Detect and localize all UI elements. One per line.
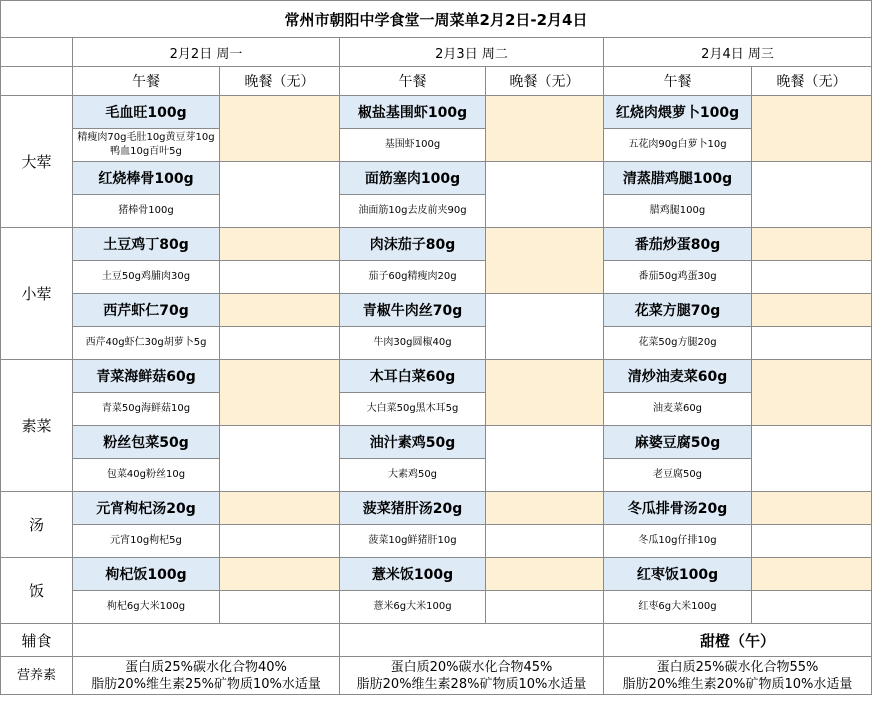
supper-cell [486,525,604,558]
dish-name: 薏米饭100g [340,558,486,591]
nutrition-line: 脂肪20%维生素20%矿物质10%水适量 [622,676,853,692]
supper-cell [752,360,872,426]
supper-cell [220,294,340,327]
dish-name: 木耳白菜60g [340,360,486,393]
supper-cell [752,426,872,492]
day-header-2: 2月3日 周二 [340,38,604,67]
category-label: 小荤 [1,228,73,360]
ingredients: 油面筋10g去皮前夹90g [340,195,486,228]
ingredients: 红枣6g大米100g [604,591,752,624]
day-header-1: 2月2日 周一 [73,38,340,67]
supper-cell [486,96,604,162]
dish-name: 青菜海鲜菇60g [73,360,220,393]
nutrition-line: 蛋白质20%碳水化合物45% [390,659,553,675]
lunch-header: 午餐 [604,67,752,96]
dish-name: 冬瓜排骨汤20g [604,492,752,525]
lunch-header: 午餐 [73,67,220,96]
ingredients: 冬瓜10g仔排10g [604,525,752,558]
nutrition-cell [340,657,604,695]
ingredients: 包菜40g粉丝10g [73,459,220,492]
dish-name: 西芹虾仁70g [73,294,220,327]
supper-cell [486,426,604,492]
supper-cell [486,228,604,294]
snack-cell [73,624,340,657]
supper-cell [220,228,340,261]
dish-name: 枸杞饭100g [73,558,220,591]
dish-name: 面筋塞肉100g [340,162,486,195]
ingredients: 茄子60g精瘦肉20g [340,261,486,294]
dish-name: 番茄炒蛋80g [604,228,752,261]
corner-cell [1,38,73,67]
category-label: 营养素 [1,657,73,695]
lunch-header: 午餐 [340,67,486,96]
supper-cell [220,261,340,294]
supper-cell [220,426,340,492]
ingredients: 西芹40g虾仁30g胡萝卜5g [73,327,220,360]
ingredients: 基围虾100g [340,129,486,162]
ingredients: 精瘦肉70g毛肚10g黄豆芽10g鸭血10g百叶5g [73,129,220,162]
category-label: 汤 [1,492,73,558]
category-label: 饭 [1,558,73,624]
supper-cell [220,327,340,360]
supper-cell [486,294,604,360]
category-label: 大荤 [1,96,73,228]
supper-cell [752,96,872,162]
dish-name: 粉丝包菜50g [73,426,220,459]
supper-cell [752,294,872,327]
ingredients: 猪棒骨100g [73,195,220,228]
ingredients: 大素鸡50g [340,459,486,492]
supper-cell [220,162,340,228]
nutrition-line: 蛋白质25%碳水化合物55% [656,659,819,675]
category-label: 辅食 [1,624,73,657]
ingredients: 番茄50g鸡蛋30g [604,261,752,294]
menu-title: 常州市朝阳中学食堂一周菜单2月2日-2月4日 [1,1,872,38]
supper-header: 晚餐（无） [220,67,340,96]
snack-cell [340,624,604,657]
supper-cell [752,492,872,525]
ingredients: 元宵10g枸杞5g [73,525,220,558]
dish-name: 青椒牛肉丝70g [340,294,486,327]
supper-cell [752,162,872,228]
snack-cell: 甜橙（午） [604,624,872,657]
supper-cell [752,558,872,591]
supper-cell [220,525,340,558]
supper-cell [752,261,872,294]
nutrition-line: 蛋白质25%碳水化合物40% [125,659,287,675]
ingredients: 大白菜50g黑木耳5g [340,393,486,426]
supper-cell [752,591,872,624]
dish-name: 肉沫茄子80g [340,228,486,261]
supper-cell [220,591,340,624]
ingredients: 腊鸡腿100g [604,195,752,228]
dish-name: 清炒油麦菜60g [604,360,752,393]
dish-name: 红烧肉煨萝卜100g [604,96,752,129]
supper-cell [486,492,604,525]
ingredients: 青菜50g海鲜菇10g [73,393,220,426]
ingredients: 菠菜10g鲜猪肝10g [340,525,486,558]
supper-cell [752,327,872,360]
dish-name: 麻婆豆腐50g [604,426,752,459]
ingredients: 牛肉30g圆椒40g [340,327,486,360]
ingredients: 花菜50g方腿20g [604,327,752,360]
supper-cell [220,558,340,591]
dish-name: 红烧棒骨100g [73,162,220,195]
nutrition-cell [73,657,340,695]
supper-header: 晚餐（无） [752,67,872,96]
dish-name: 油汁素鸡50g [340,426,486,459]
supper-cell [486,558,604,591]
ingredients: 枸杞6g大米100g [73,591,220,624]
supper-cell [220,492,340,525]
dish-name: 土豆鸡丁80g [73,228,220,261]
nutrition-cell [604,657,872,695]
supper-cell [220,96,340,162]
supper-cell [752,525,872,558]
supper-cell [752,228,872,261]
ingredients: 土豆50g鸡脯肉30g [73,261,220,294]
ingredients: 老豆腐50g [604,459,752,492]
dish-name: 花菜方腿70g [604,294,752,327]
day-header-3: 2月4日 周三 [604,38,872,67]
nutrition-line: 脂肪20%维生素25%矿物质10%水适量 [91,676,321,692]
supper-cell [486,591,604,624]
ingredients: 五花肉90g白萝卜10g [604,129,752,162]
dish-name: 椒盐基围虾100g [340,96,486,129]
supper-cell [486,360,604,426]
ingredients: 薏米6g大米100g [340,591,486,624]
dish-name: 红枣饭100g [604,558,752,591]
dish-name: 菠菜猪肝汤20g [340,492,486,525]
supper-cell [220,360,340,426]
corner-cell [1,67,73,96]
dish-name: 元宵枸杞汤20g [73,492,220,525]
supper-cell [486,162,604,228]
ingredients: 油麦菜60g [604,393,752,426]
dish-name: 毛血旺100g [73,96,220,129]
dish-name: 清蒸腊鸡腿100g [604,162,752,195]
category-label: 素菜 [1,360,73,492]
supper-header: 晚餐（无） [486,67,604,96]
nutrition-line: 脂肪20%维生素28%矿物质10%水适量 [356,676,587,692]
